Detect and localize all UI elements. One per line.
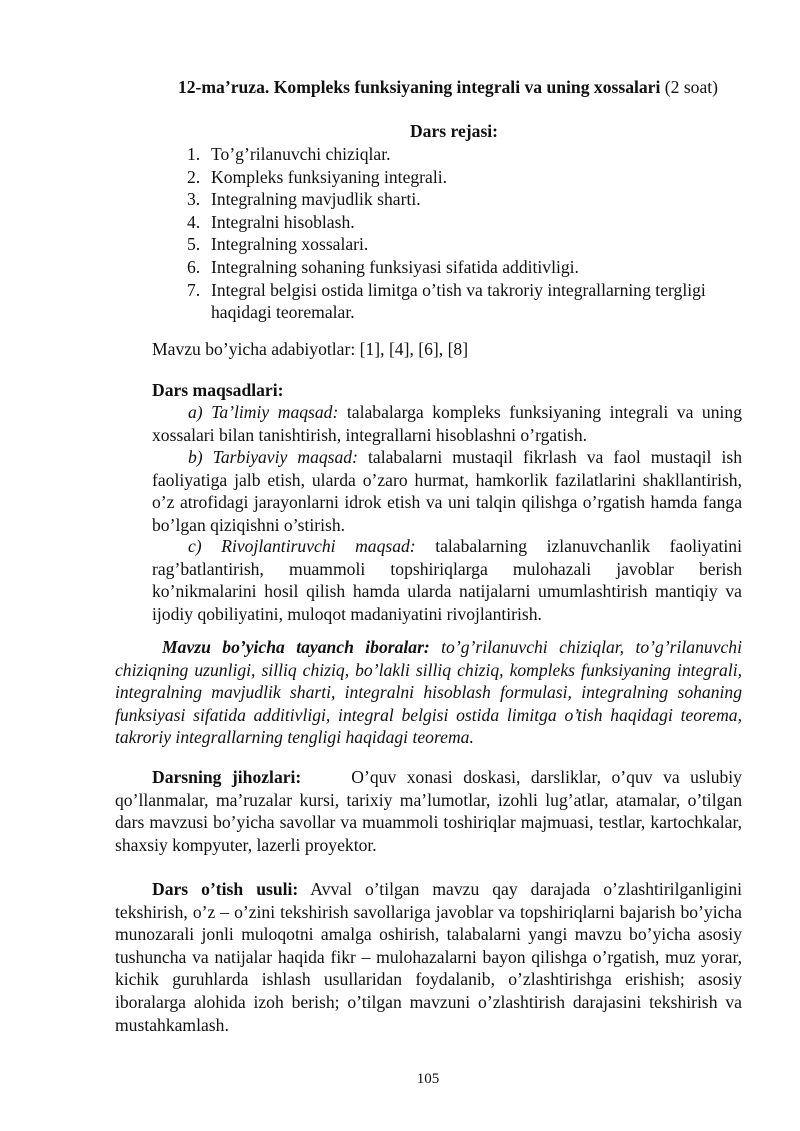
aim-upbringing-label: b) Tarbiyaviy maqsad:: [188, 447, 358, 467]
aim-educational: [152, 401, 742, 446]
aim-developmental-text: talabalarning izlanuvchanlik faoliyatini rag’batlantirish, muammoli topshiriqlarga mulohazali javoblar berish ko’nikmalarini hosil qilish hamda ularda natijalarni umumlashtirish mantiqiy va ijodiy qobiliyatini, muloqot madaniyatini rivojlantirish.: [152, 536, 742, 624]
plan-item-number: 3.: [187, 189, 201, 210]
plan-item-number: 7.: [187, 279, 201, 300]
plan-item-number: 5.: [187, 234, 201, 255]
plan-item: [180, 279, 744, 324]
literature-line: Mavzu bo’yicha adabiyotlar: [1], [4], [6], [8]: [152, 339, 469, 359]
plan-item-text: Integralning sohaning funksiyasi sifatida additivligi.: [211, 256, 579, 277]
method-label: Dars o’tish usuli:: [152, 879, 299, 899]
keywords-text: to’g’rilanuvchi chiziqlar, to’g’rilanuvchi chiziqning uzunligi, silliq chiziq, bo’lakli silliq chiziq, kompleks funksiyaning integrali, integralning mavjudlik sharti, integralni hisoblash formulasi, integralning sohaning funksiyasi sifatida additivligi, integral belgisi ostida limitga o’tish haqidagi teorema, takroriy integrallarning tengligi haqidagi teorema.: [115, 637, 742, 748]
lecture-title: [0, 76, 800, 99]
plan-list: [180, 143, 744, 324]
plan-item: [180, 256, 744, 279]
lecture-title-main: 12-ma’ruza. Kompleks funksiyaning integrali va uning xossalari: [177, 77, 661, 97]
plan-item: [180, 166, 744, 189]
plan-item-text: Integralni hisoblash.: [211, 211, 355, 232]
aim-developmental-label: c) Rivojlantiruvchi maqsad:: [188, 536, 416, 556]
plan-item-number: 2.: [187, 166, 201, 187]
plan-item-text: Kompleks funksiyaning integrali.: [211, 166, 448, 187]
plan-item-text: Integral belgisi ostida limitga o’tish va takroriy integrallarning tergligi haqidagi teoremalar.: [211, 279, 706, 323]
plan-item: [180, 188, 744, 211]
equipment-text: O’quv xonasi doskasi, darsliklar, o’quv va uslubiy qo’llanmalar, ma’ruzalar kursi, tarixiy ma’lumotlar, izohli lug’atlar, atamalar, o’tilgan dars mavzusi bo’yicha savollar va muammoli toshiriqlar majmuasi, testlar, kartochkalar, shaxsiy kompyuter, lazerli proyektor.: [115, 767, 742, 855]
keywords-paragraph: [115, 636, 742, 749]
plan-item: [180, 143, 744, 166]
plan-heading: Dars rejasi:: [409, 121, 499, 141]
aim-educational-text: talabalarga kompleks funksiyaning integrali va uning xossalari bilan tanishtirish, integrallarni hisoblashni o’rgatish.: [152, 402, 742, 445]
method-text: Avval o’tilgan mavzu qay darajada o’zlashtirilganligini tekshirish, o’z – o’zini tekshirish savollariga javoblar va topshiriqlarni bajarish bo’yicha munozarali jonli muloqotni amalga oshirish, talabalarni yangi mavzu bo’yicha asosiy tushuncha va natijalar haqida fikr – mulohazalarni bayon qilishga o’rgatish, muz yorar, kichik guruhlarda ishlash usullaridan foydalanib, o’zlashtirishga erishish; asosiy iboralarga alohida izoh berish; o’tilgan mavzuni o’zlashtirish darajasini tekshirish va mustahkamlash.: [115, 879, 743, 1035]
plan-item-number: 6.: [187, 256, 201, 277]
aim-educational-label: a) Ta’limiy maqsad:: [188, 402, 339, 422]
aim-developmental: [152, 535, 742, 625]
plan-item-number: 1.: [187, 144, 201, 164]
plan-item: [180, 211, 744, 234]
plan-item-text: Integralning xossalari.: [211, 234, 369, 255]
lecture-title-hours: (2 soat): [660, 77, 719, 97]
plan-item-number: 4.: [187, 211, 201, 232]
plan-item: [180, 233, 744, 256]
plan-item-text: Integralning mavjudlik sharti.: [211, 189, 421, 210]
method-paragraph: [115, 878, 742, 1036]
page-number: 105: [416, 1071, 440, 1087]
aim-upbringing: [152, 446, 742, 536]
aim-upbringing-text: talabalarni mustaqil fikrlash va faol mustaqil ish faoliyatiga jalb etish, ularda o’zaro hurmat, hamkorlik fazilatlarini shakllantirish, o’z atrofidagi jarayonlarni idrok etish va uni talqin qilishga o’rgatish hamda fanga bo’lgan qiziqishni o’stirish.: [152, 447, 742, 535]
equipment-paragraph: [115, 766, 742, 856]
equipment-label: Darsning jihozlari:: [152, 767, 302, 787]
keywords-heading: Mavzu bo’yicha tayanch iboralar:: [162, 637, 430, 657]
plan-item-text: To’g’rilanuvchi chiziqlar.: [211, 144, 391, 164]
aims-heading: Dars maqsadlari:: [152, 380, 284, 400]
